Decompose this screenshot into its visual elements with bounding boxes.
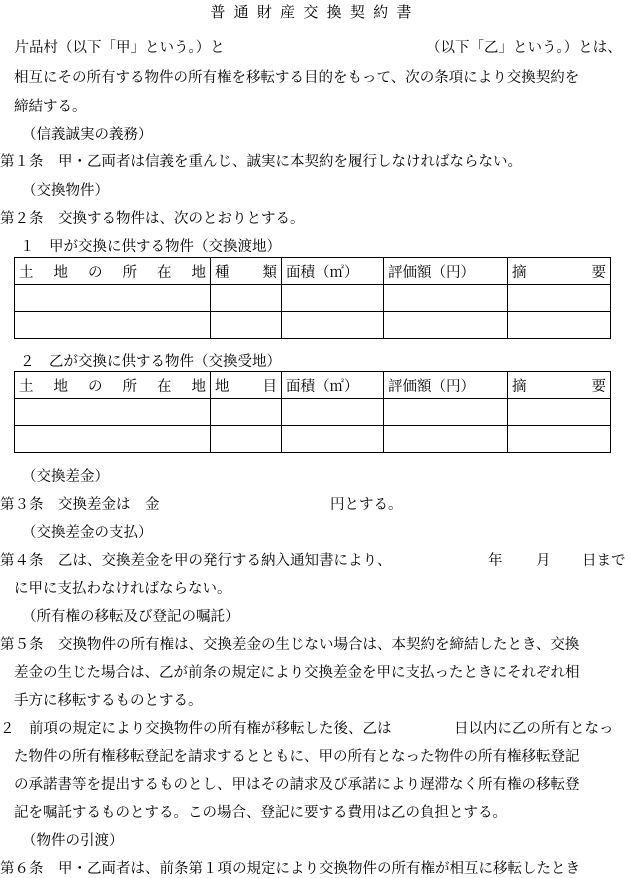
table-cell	[508, 285, 611, 312]
header-char: 類	[262, 264, 277, 281]
article3-text-b: 円とする。	[330, 497, 403, 513]
exchange-out-table	[14, 257, 611, 339]
header-char: 在	[157, 264, 172, 281]
header-remarks	[508, 372, 611, 399]
table-row	[15, 399, 611, 426]
document-title: 普通財産交換契約書	[210, 3, 420, 21]
article5-p2-line4: 記を嘱託するものとする。この場合、登記に要する費用は乙の負担とする。	[14, 805, 507, 821]
table-cell	[211, 312, 282, 339]
header-char: 要	[591, 264, 606, 281]
article1-text: 第１条 甲・乙両者は信義を重んじ、誠実に本契約を履行しなければならない。	[0, 154, 522, 170]
header-label	[215, 261, 277, 282]
article5-line1: 第５条 交換物件の所有権は、交換差金の生じない場合は、本契約を締結したとき、交換	[0, 637, 580, 653]
preamble-line1-a: 片品村（以下「甲」という。）と	[0, 40, 225, 56]
header-char: 土	[19, 264, 34, 281]
exchange-in-table	[14, 371, 611, 453]
article5-line2: 差金の生じた場合は、乙が前条の規定により交換差金を甲に支払ったときにそれぞれ相	[14, 665, 580, 681]
header-char: の	[88, 264, 103, 281]
table-cell	[211, 285, 282, 312]
article5-p2-line1-b: 日以内に乙の所有となっ	[454, 721, 614, 737]
article4-day: 日まで	[582, 553, 626, 569]
table-header-row	[15, 258, 611, 285]
header-char: 在	[157, 378, 172, 395]
table-cell	[384, 312, 508, 339]
preamble-line1-b: （以下「乙」という。）とは、	[426, 40, 622, 56]
article5-heading: （所有権の移転及び登記の嘱託）	[22, 609, 240, 625]
preamble-line3: 締結する。	[14, 99, 87, 115]
table-cell	[15, 399, 211, 426]
header-char: 地	[191, 378, 206, 395]
table-header-row	[15, 372, 611, 399]
table-cell	[282, 312, 384, 339]
header-label	[215, 375, 277, 396]
table-cell	[508, 399, 611, 426]
header-area: 面積（㎡）	[282, 258, 384, 285]
article2-heading: （交換物件）	[22, 183, 109, 199]
table-cell	[384, 285, 508, 312]
table-cell	[211, 399, 282, 426]
header-location	[15, 372, 211, 399]
table-cell	[211, 426, 282, 453]
header-land-category	[211, 372, 282, 399]
header-label	[19, 261, 206, 282]
article6-line1: 第６条 甲・乙両者は、前条第１項の規定により交換物件の所有権が相互に移転したとき	[0, 861, 580, 877]
header-value: 評価額（円）	[384, 372, 508, 399]
header-char: 地	[191, 264, 206, 281]
table2-caption: ２ 乙が交換に供する物件（交換受地）	[20, 354, 281, 370]
article5-p2-line3: の承諾書等を提出するものとし、甲はその請求及び承諾により遅滞なく所有権の移転登	[14, 777, 580, 793]
header-char: 土	[19, 378, 34, 395]
header-type	[211, 258, 282, 285]
table-cell	[15, 312, 211, 339]
table1-caption: １ 甲が交換に供する物件（交換渡地）	[20, 239, 281, 255]
header-label	[19, 375, 206, 396]
table-row	[15, 426, 611, 453]
table-cell	[15, 285, 211, 312]
header-label	[512, 375, 606, 396]
header-char: 摘	[512, 378, 527, 395]
article4-heading: （交換差金の支払）	[22, 525, 153, 541]
header-location	[15, 258, 211, 285]
header-char: 種	[215, 264, 230, 281]
article4-text-a: 第４条 乙は、交換差金を甲の発行する納入通知書により、	[0, 553, 392, 569]
table-cell	[282, 426, 384, 453]
header-char: 所	[122, 378, 137, 395]
table-cell	[282, 285, 384, 312]
table-row	[15, 285, 611, 312]
table-cell	[508, 312, 611, 339]
header-char: 要	[591, 378, 606, 395]
preamble-line2: 相互にその所有する物件の所有権を移転する目的をもって、次の条項により交換契約を	[14, 70, 580, 86]
article1-heading: （信義誠実の義務）	[22, 127, 153, 143]
article3-text-a: 第３条 交換差金は 金	[0, 497, 160, 513]
article4-text-line2: に甲に支払わなければならない。	[14, 581, 232, 597]
article5-p2-line2: た物件の所有権移転登記を請求するとともに、甲の所有となった物件の所有権移転登記	[14, 749, 580, 765]
article4-year: 年	[488, 553, 503, 569]
header-char: 摘	[512, 264, 527, 281]
table-cell	[282, 399, 384, 426]
header-char: 地	[215, 378, 230, 395]
article2-text: 第２条 交換する物件は、次のとおりとする。	[0, 211, 305, 227]
header-label	[512, 261, 606, 282]
table-cell	[15, 426, 211, 453]
article6-heading: （物件の引渡）	[22, 833, 124, 849]
header-area: 面積（㎡）	[282, 372, 384, 399]
header-char: 所	[122, 264, 137, 281]
header-char: 地	[53, 264, 68, 281]
header-char: 目	[262, 378, 277, 395]
table-cell	[508, 426, 611, 453]
article5-line3: 手方に移転するものとする。	[14, 693, 203, 709]
header-char: 地	[53, 378, 68, 395]
table-cell	[384, 426, 508, 453]
article3-heading: （交換差金）	[22, 469, 109, 485]
header-value: 評価額（円）	[384, 258, 508, 285]
article4-month: 月	[536, 553, 551, 569]
article5-p2-line1-a: ２ 前項の規定により交換物件の所有権が移転した後、乙は	[0, 721, 392, 737]
table-cell	[384, 399, 508, 426]
header-remarks	[508, 258, 611, 285]
header-char: の	[88, 378, 103, 395]
table-row	[15, 312, 611, 339]
